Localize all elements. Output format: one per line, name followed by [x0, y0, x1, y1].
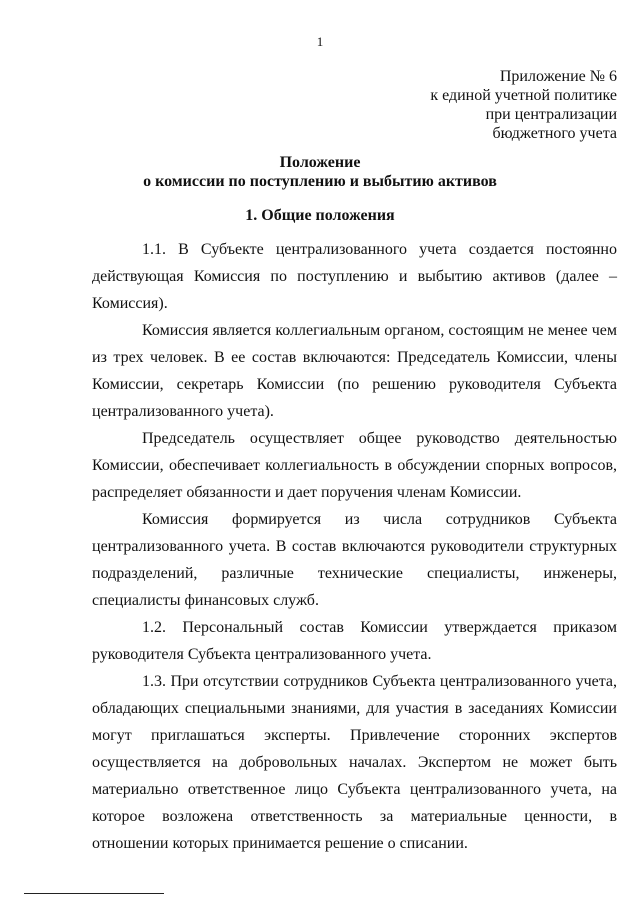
appendix-block [430, 67, 617, 143]
paragraph-1-3: 1.3. При отсутствии сотрудников Субъекта централизованного учета, обладающих специальными знаниями, для участия в заседаниях Комиссии могут приглашаться эксперты. Привлечение сторонних экспертов осуществляется на добровольных началах. Экспертом не может быть материально ответственное лицо Субъекта централизованного учета, на которое возложена ответственность за материальные ценности, в отношении которых принимается решение о списании. [92, 673, 617, 852]
paragraph-chairman: Председатель осуществляет общее руководство деятельностью Комиссии, обеспечивает коллегиальность в обсуждении спорных вопросов, распределяет обязанности и дает поручения членам Комиссии. [92, 430, 617, 501]
appendix-line-1: Приложение № 6 [499, 68, 617, 85]
appendix-line-2: к единой учетной политике [430, 87, 617, 104]
appendix-line-4: бюджетного учета [492, 125, 617, 142]
paragraph-1-1: 1.1. В Субъекте централизованного учета создается постоянно действующая Комиссия по поступлению и выбытию активов (далее – Комиссия). [92, 241, 617, 312]
appendix-line-3: при централизации [485, 106, 617, 123]
paragraph-composition: Комиссия является коллегиальным органом, состоящим не менее чем из трех человек. В ее состав включаются: Председатель Комиссии, члены Комиссии, секретарь Комиссии (по решению руководителя Субъекта централизованного учета). [92, 322, 617, 420]
paragraph-formation: Комиссия формируется из числа сотрудников Субъекта централизованного учета. В состав включаются руководители структурных подразделений, различные технические специалисты, инженеры, специалисты финансовых служб. [92, 511, 617, 609]
page-number: 1 [316, 34, 324, 49]
footnote-divider [24, 893, 164, 894]
paragraph-1-2: 1.2. Персональный состав Комиссии утверждается приказом руководителя Субъекта централизованного учета. [92, 619, 617, 663]
section-heading: 1. Общие положения [245, 207, 395, 224]
title-subtitle: о комиссии по поступлению и выбытию активов [143, 173, 497, 190]
document-body [92, 236, 617, 857]
document-title [0, 153, 640, 191]
title-main: Положение [279, 154, 361, 171]
